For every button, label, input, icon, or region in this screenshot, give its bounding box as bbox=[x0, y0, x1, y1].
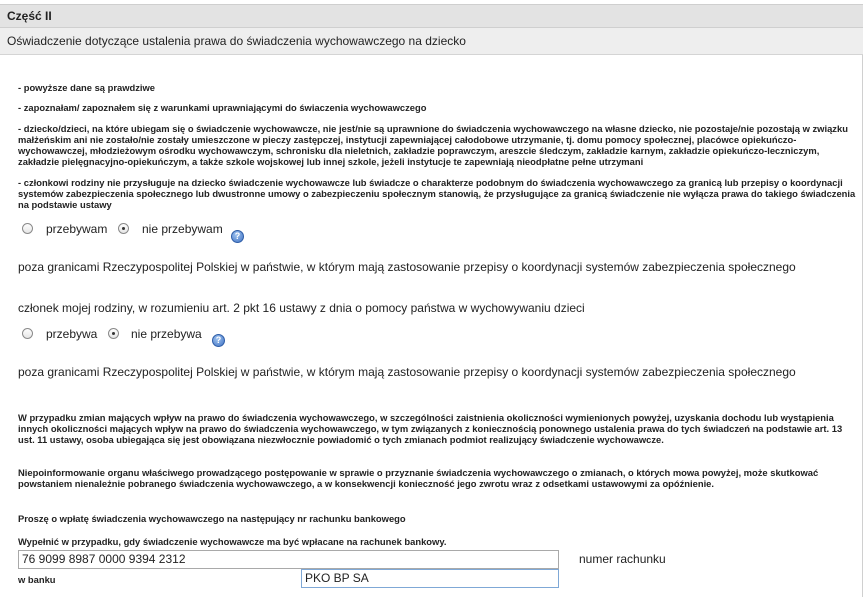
help-icon[interactable]: ? bbox=[231, 230, 244, 243]
bank-instruction: Wypełnić w przypadku, gdy świadczenie wychowawcze ma być wpłacane na rachunek bankowy. bbox=[18, 536, 447, 547]
radio-nie-przebywam-label: nie przebywam bbox=[142, 222, 223, 236]
bank-name-label: w banku bbox=[18, 574, 56, 585]
statement-child-eligibility: - dziecko/dzieci, na które ubiegam się o świadczenie wychowawcze, nie jest/nie są uprawnione do świadczenia wychowawczego na własne dziecko, nie pozostaje/nie pozostają w związku małżeńskim ani nie zostało/nie zostały umieszczone w pieczy zastępczej, instytucji zapewniającej całodobowe utrzymanie, tj. domu pomocy społecznej, placówce opiekuńczo-wychowawczej, młodzieżowym ośrodku wychowawczym, schronisku dla nieletnich, zakładzie poprawczym, areszcie śledczym, zakładzie karnym, zakładzie opiekuńczo-leczniczym, zakładzie pielęgnacyjno-opiekuńczym, a także szkole wojskowej lub innej szkole, jeżeli instytucje te zapewniają nieodpłatne pełne utrzymani bbox=[18, 123, 848, 167]
bank-request: Proszę o wpłatę świadczenia wychowawczego na następujący nr rachunku bankowego bbox=[18, 513, 406, 524]
section-subtitle: Oświadczenie dotyczące ustalenia prawa do świadczenia wychowawczego na dziecko bbox=[7, 34, 466, 48]
radio-nie-przebywa-label: nie przebywa bbox=[131, 327, 202, 341]
statement-true-data: - powyższe dane są prawdziwe bbox=[18, 82, 156, 93]
non-notification-warning: Niepoinformowanie organu właściwego prowadzącego postępowanie w sprawie o przyznanie świadczenia wychowawczego o zmianach, o których mowa powyżej, może skutkować powstaniem nienależnie pobranego świadczenia wychowawczego, a w konsekwencji konieczność jego zwrotu wraz z odsetkami ustawowymi za opóźnienie. bbox=[18, 467, 819, 489]
radio-przebywam-label: przebywam bbox=[46, 222, 108, 236]
radio-nie-przebywam[interactable] bbox=[118, 223, 129, 234]
statement-read-conditions: - zapoznałam/ zapoznałem się z warunkami uprawniającymi do świaczenia wychowawczego bbox=[18, 102, 427, 113]
statement-foreign-benefit: - członkowi rodziny nie przysługuje na dziecko świadczenie wychowawcze lub świadcze o charakterze podobnym do świadczenia wychowawczego za granicą lub przepisy o koordynacji systemów zabezpieczenia społecznego lub dwustronne umowy o zabezpieczeniu społecznym stanowią, że przysługujące za granicą świadczenie nie wyłącza prawa do takiego świadczenia na podstawie ustawy bbox=[18, 177, 856, 210]
residence-self-note: poza granicami Rzeczypospolitej Polskiej w państwie, w którym mają zastosowanie przepisy o koordynacji systemów zabezpieczenia społecznego bbox=[18, 260, 796, 274]
section-subheader bbox=[0, 28, 863, 55]
radio-przebywa-label: przebywa bbox=[46, 327, 98, 341]
help-icon[interactable]: ? bbox=[212, 334, 225, 347]
radio-nie-przebywa[interactable] bbox=[108, 328, 119, 339]
bank-name-input[interactable]: PKO BP SA bbox=[301, 569, 559, 588]
family-member-note: poza granicami Rzeczypospolitej Polskiej w państwie, w którym mają zastosowanie przepisy o koordynacji systemów zabezpieczenia społecznego bbox=[18, 365, 796, 379]
radio-przebywa[interactable] bbox=[22, 328, 33, 339]
family-member-intro: członek mojej rodziny, w rozumieniu art. 2 pkt 16 ustawy z dnia o pomocy państwa w wychowywaniu dzieci bbox=[18, 301, 585, 315]
account-number-label: numer rachunku bbox=[579, 552, 666, 566]
account-number-input[interactable]: 76 9099 8987 0000 9394 2312 bbox=[18, 550, 559, 569]
radio-przebywam[interactable] bbox=[22, 223, 33, 234]
change-notice: W przypadku zmian mających wpływ na prawo do świadczenia wychowawczego, w szczególności zaistnienia okoliczności wymienionych powyżej, uzyskania dochodu lub wystąpienia innych okoliczności mających wpływ na prawo do świadczenia wychowawczego, w tym związanych z koniecznością ponownego ustalenia prawa do tych świadczeń na podstawie art. 13 ust. 11 ustawy, osoba ubiegająca się jest obowiązana niezwłocznie powiadomić o tych zmianach podmiot realizujący świadczenie wychowawcze. bbox=[18, 412, 843, 445]
section-title: Część II bbox=[7, 9, 52, 23]
section-header bbox=[0, 4, 863, 28]
